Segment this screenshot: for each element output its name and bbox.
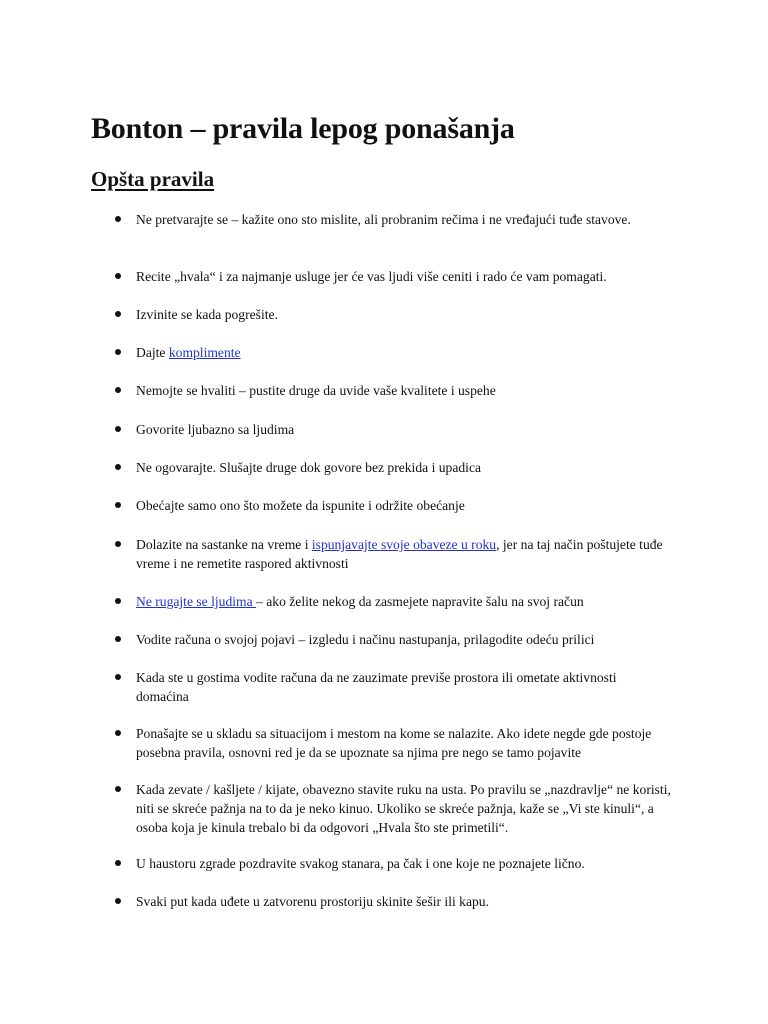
list-item-text: Kada ste u gostima vodite računa da ne zauzimate previše prostora ili ometate aktivnosti domaćina <box>136 670 617 704</box>
list-item-text <box>136 535 672 573</box>
list-item <box>112 724 672 762</box>
page-title: Bonton – pravila lepog ponašanja <box>91 112 515 145</box>
list-item-text-part: Dolazite na sastanke na vreme i <box>136 537 312 552</box>
bullet-icon <box>115 273 121 279</box>
bullet-icon <box>115 502 121 508</box>
section-title: Opšta pravila <box>91 167 215 191</box>
obaveze-link[interactable]: ispunjavajte svoje obaveze u roku <box>311 537 497 552</box>
list-item <box>112 535 672 573</box>
list-item-text-part: – ako želite nekog da zasmejete napravite šalu na svoj račun <box>256 594 584 609</box>
bullet-icon <box>115 598 121 604</box>
list-item-text: Vodite računa o svojoj pojavi – izgledu i načinu nastupanja, prilagodite odeću prilici <box>136 632 595 647</box>
bullet-icon <box>115 898 121 904</box>
list-item-text: Nemojte se hvaliti – pustite druge da uvide vaše kvalitete i uspehe <box>136 383 496 398</box>
list-item <box>112 854 672 873</box>
list-item <box>112 420 672 439</box>
bullet-icon <box>115 311 121 317</box>
list-item-text: Ne ogovarajte. Slušajte druge dok govore bez prekida i upadica <box>136 460 482 475</box>
list-item-text: Recite „hvala“ i za najmanje usluge jer će vas ljudi više ceniti i rado će vam pomagati. <box>136 269 607 284</box>
list-item-text: Ne pretvarajte se – kažite ono sto mislite, ali probranim rečima i ne vređajući tuđe stavove. <box>136 212 631 227</box>
bullet-icon <box>115 464 121 470</box>
list-item-text-part: Dajte <box>136 345 169 360</box>
list-item <box>112 458 672 477</box>
list-item <box>112 496 672 515</box>
list-item <box>112 630 672 649</box>
bullet-icon <box>115 216 121 222</box>
bullet-icon <box>115 541 121 547</box>
bullet-icon <box>115 636 121 642</box>
list-item-text-part: , jer na taj način poštujete tuđe vreme i ne remetite raspored aktivnosti <box>136 537 663 571</box>
list-item <box>112 668 672 706</box>
list-item-text <box>136 592 672 611</box>
list-item <box>112 892 672 911</box>
list-item-text: U haustoru zgrade pozdravite svakog stanara, pa čak i one koje ne poznajete lično. <box>136 856 585 871</box>
bullet-icon <box>115 786 121 792</box>
list-item-text: Ponašajte se u skladu sa situacijom i mestom na kome se nalazite. Ako idete negde gde postoje posebna pravila, osnovni red je da se upoznate sa njima pre nego se tamo pojavite <box>136 726 652 760</box>
list-item-text: Obećajte samo ono što možete da ispunite i održite obećanje <box>136 498 465 513</box>
bullet-icon <box>115 730 121 736</box>
bullet-icon <box>115 349 121 355</box>
list-item-text <box>136 343 672 362</box>
list-item-text: Izvinite se kada pogrešite. <box>136 307 278 322</box>
list-item <box>112 267 672 286</box>
ne-rugajte-link[interactable]: Ne rugajte se ljudima <box>136 594 257 609</box>
bullet-icon <box>115 674 121 680</box>
list-item <box>112 305 672 324</box>
bullet-icon <box>115 387 121 393</box>
list-item-text: Kada zevate / kašljete / kijate, obavezno stavite ruku na usta. Po pravilu se „nazdravlje“ ne koristi, niti se skreće pažnja na to da je neko kinuo. Ukoliko se skreće pažnja, kaže se „Vi ste kinuli“, a osoba koja je kinula trebalo bi da odgovori „Hvala što ste primetili“. <box>136 782 671 835</box>
list-item <box>112 343 672 362</box>
list-item <box>112 381 672 400</box>
list-item <box>112 780 672 837</box>
list-item-text: Svaki put kada uđete u zatvorenu prostoriju skinite šešir ili kapu. <box>136 894 489 909</box>
bullet-icon <box>115 426 121 432</box>
list-item <box>112 210 672 229</box>
bullet-icon <box>115 860 121 866</box>
list-item-text: Govorite ljubazno sa ljudima <box>136 422 295 437</box>
list-item <box>112 592 672 611</box>
komplimente-link[interactable]: komplimente <box>168 345 241 360</box>
